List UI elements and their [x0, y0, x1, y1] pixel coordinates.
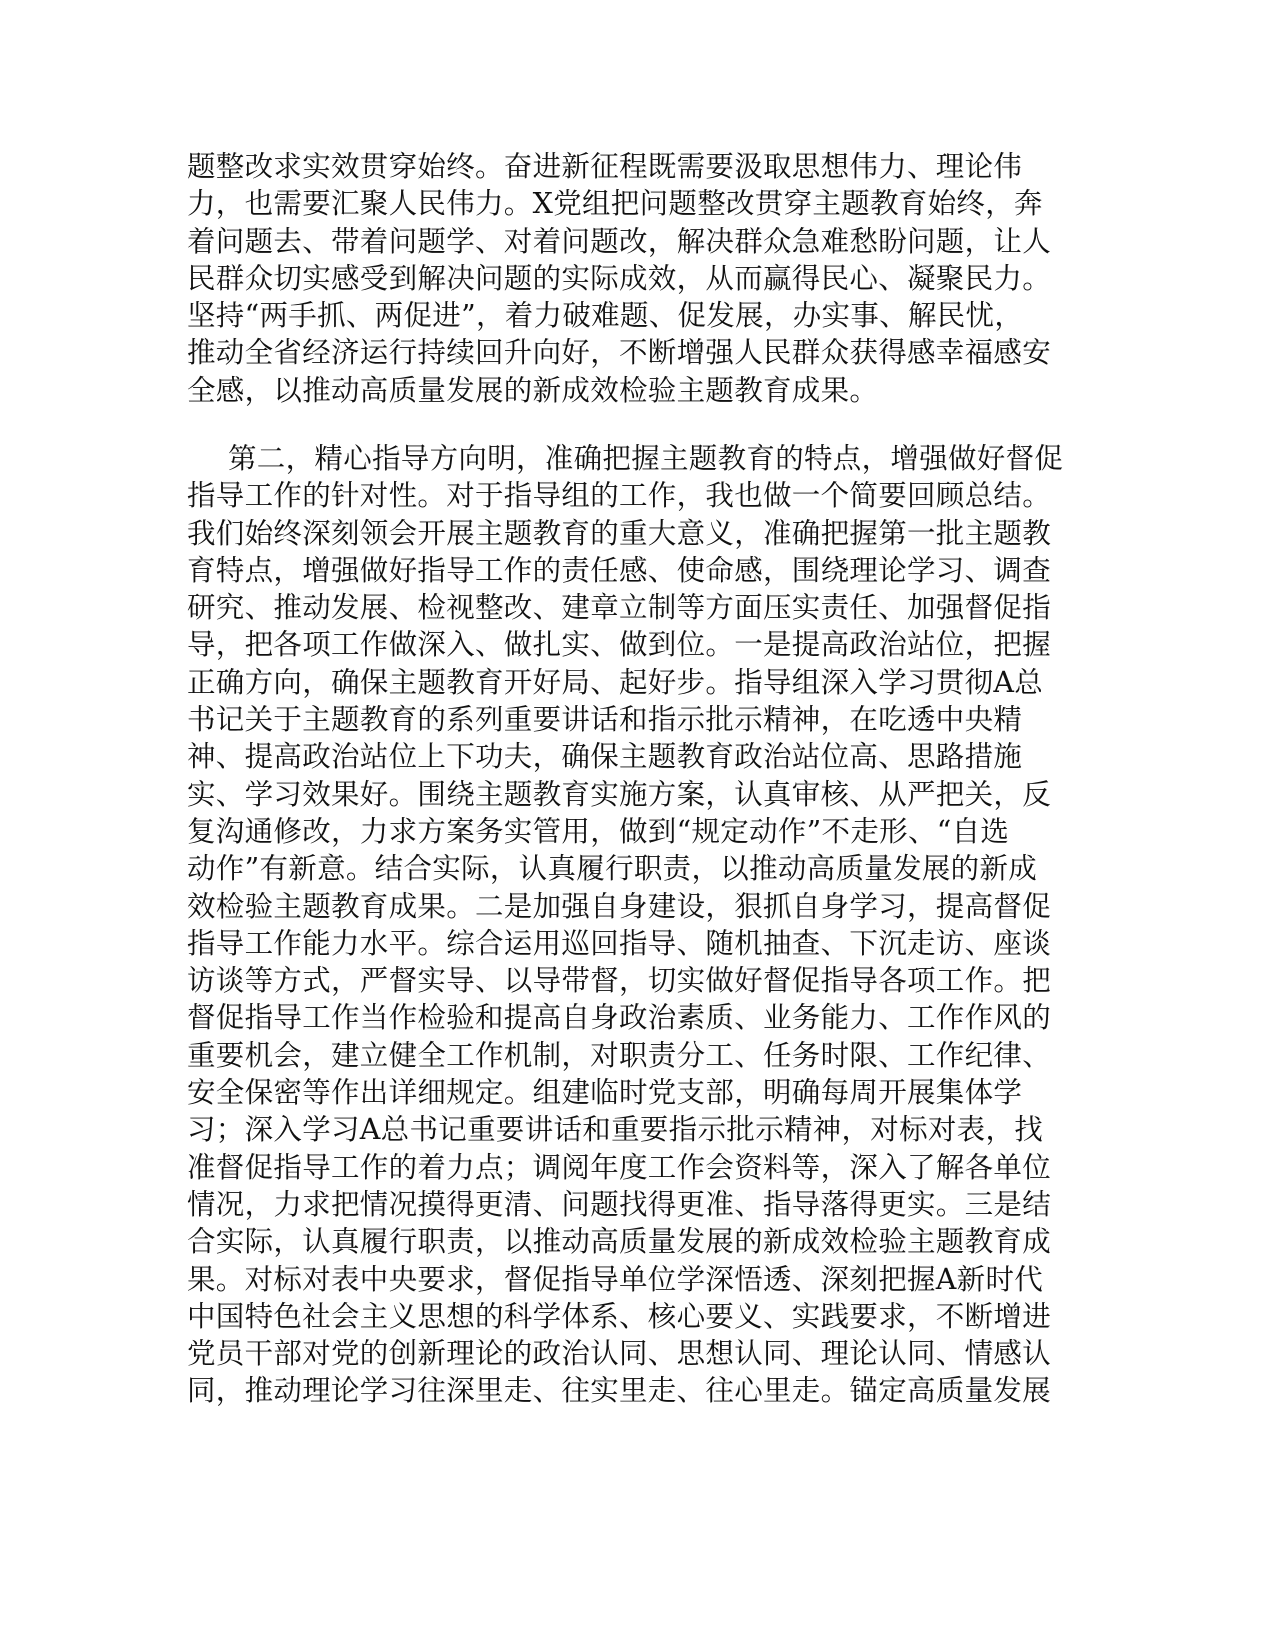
text-line: 正确方向，确保主题教育开好局、起好步。指导组深入学习贯彻A总 [187, 665, 1044, 699]
text-line: 实、学习效果好。围绕主题教育实施方案，认真审核、从严把关，反 [187, 777, 1052, 811]
text-line: 着问题去、带着问题学、对着问题改，解决群众急难愁盼问题，让人 [187, 224, 1052, 258]
text-line: 指导工作能力水平。综合运用巡回指导、随机抽查、下沉走访、座谈 [187, 926, 1052, 960]
paragraph-second-point [187, 440, 1067, 1410]
text-line: 题整改求实效贯穿始终。奋进新征程既需要汲取思想伟力、理论伟 [187, 150, 1023, 183]
text-line: 导，把各项工作做深入、做扎实、做到位。一是提高政治站位，把握 [187, 628, 1052, 662]
text-line: 指导工作的针对性。对于指导组的工作，我也做一个简要回顾总结。 [187, 479, 1052, 513]
text-line: 准督促指导工作的着力点；调阅年度工作会资料等，深入了解各单位 [187, 1150, 1052, 1184]
text-line: 研究、推动发展、检视整改、建章立制等方面压实责任、加强督促指 [187, 591, 1052, 625]
text-line: 习；深入学习A总书记重要讲话和重要指示批示精神，对标对表，找 [187, 1113, 1044, 1147]
text-line: 果。对标对表中央要求，督促指导单位学深悟透、深刻把握A新时代 [187, 1262, 1044, 1296]
text-line: 合实际，认真履行职责，以推动高质量发展的新成效检验主题教育成 [187, 1225, 1052, 1259]
text-line: 情况，力求把情况摸得更清、问题找得更准、指导落得更实。三是结 [187, 1187, 1052, 1221]
text-line: 民群众切实感受到解决问题的实际成效，从而赢得民心、凝聚民力。 [187, 261, 1052, 295]
text-line: 神、提高政治站位上下功夫，确保主题教育政治站位高、思路措施 [187, 740, 1023, 774]
text-line: 同，推动理论学习往深里走、往实里走、往心里走。锚定高质量发展 [187, 1374, 1052, 1408]
text-line: 督促指导工作当作检验和提高自身政治素质、业务能力、工作作风的 [187, 1001, 1052, 1035]
text-line: 第二，精心指导方向明，准确把握主题教育的特点，增强做好督促 [228, 442, 1064, 475]
text-line: 复沟通修改，力求方案务实管用，做到“规定动作”不走形、“自选 [187, 814, 1010, 848]
text-line: 安全保密等作出详细规定。组建临时党支部，明确每周开展集体学 [187, 1076, 1023, 1110]
text-line: 书记关于主题教育的系列重要讲话和指示批示精神，在吃透中央精 [187, 703, 1023, 737]
text-line: 我们始终深刻领会开展主题教育的重大意义，准确把握第一批主题教 [187, 516, 1052, 550]
text-line: 中国特色社会主义思想的科学体系、核心要义、实践要求，不断增进 [187, 1299, 1052, 1333]
paragraph-continuation [187, 148, 1067, 409]
text-line: 全感，以推动高质量发展的新成效检验主题教育成果。 [187, 373, 879, 407]
text-line: 力，也需要汇聚人民伟力。X党组把问题整改贯穿主题教育始终，奔 [187, 187, 1043, 221]
text-line: 重要机会，建立健全工作机制，对职责分工、任务时限、工作纪律、 [187, 1038, 1052, 1072]
text-line: 推动全省经济运行持续回升向好，不断增强人民群众获得感幸福感安 [187, 336, 1052, 370]
text-line: 效检验主题教育成果。二是加强自身建设，狠抓自身学习，提高督促 [187, 889, 1052, 923]
text-line: 坚持“两手抓、两促进”，着力破难题、促发展，办实事、解民忧， [187, 299, 1024, 333]
text-line: 育特点，增强做好指导工作的责任感、使命感，围绕理论学习、调查 [187, 553, 1052, 587]
text-line: 动作”有新意。结合实际，认真履行职责，以推动高质量发展的新成 [187, 852, 1038, 886]
text-line: 党员干部对党的创新理论的政治认同、思想认同、理论认同、情感认 [187, 1337, 1052, 1371]
text-line: 访谈等方式，严督实导、以导带督，切实做好督促指导各项工作。把 [187, 964, 1052, 998]
